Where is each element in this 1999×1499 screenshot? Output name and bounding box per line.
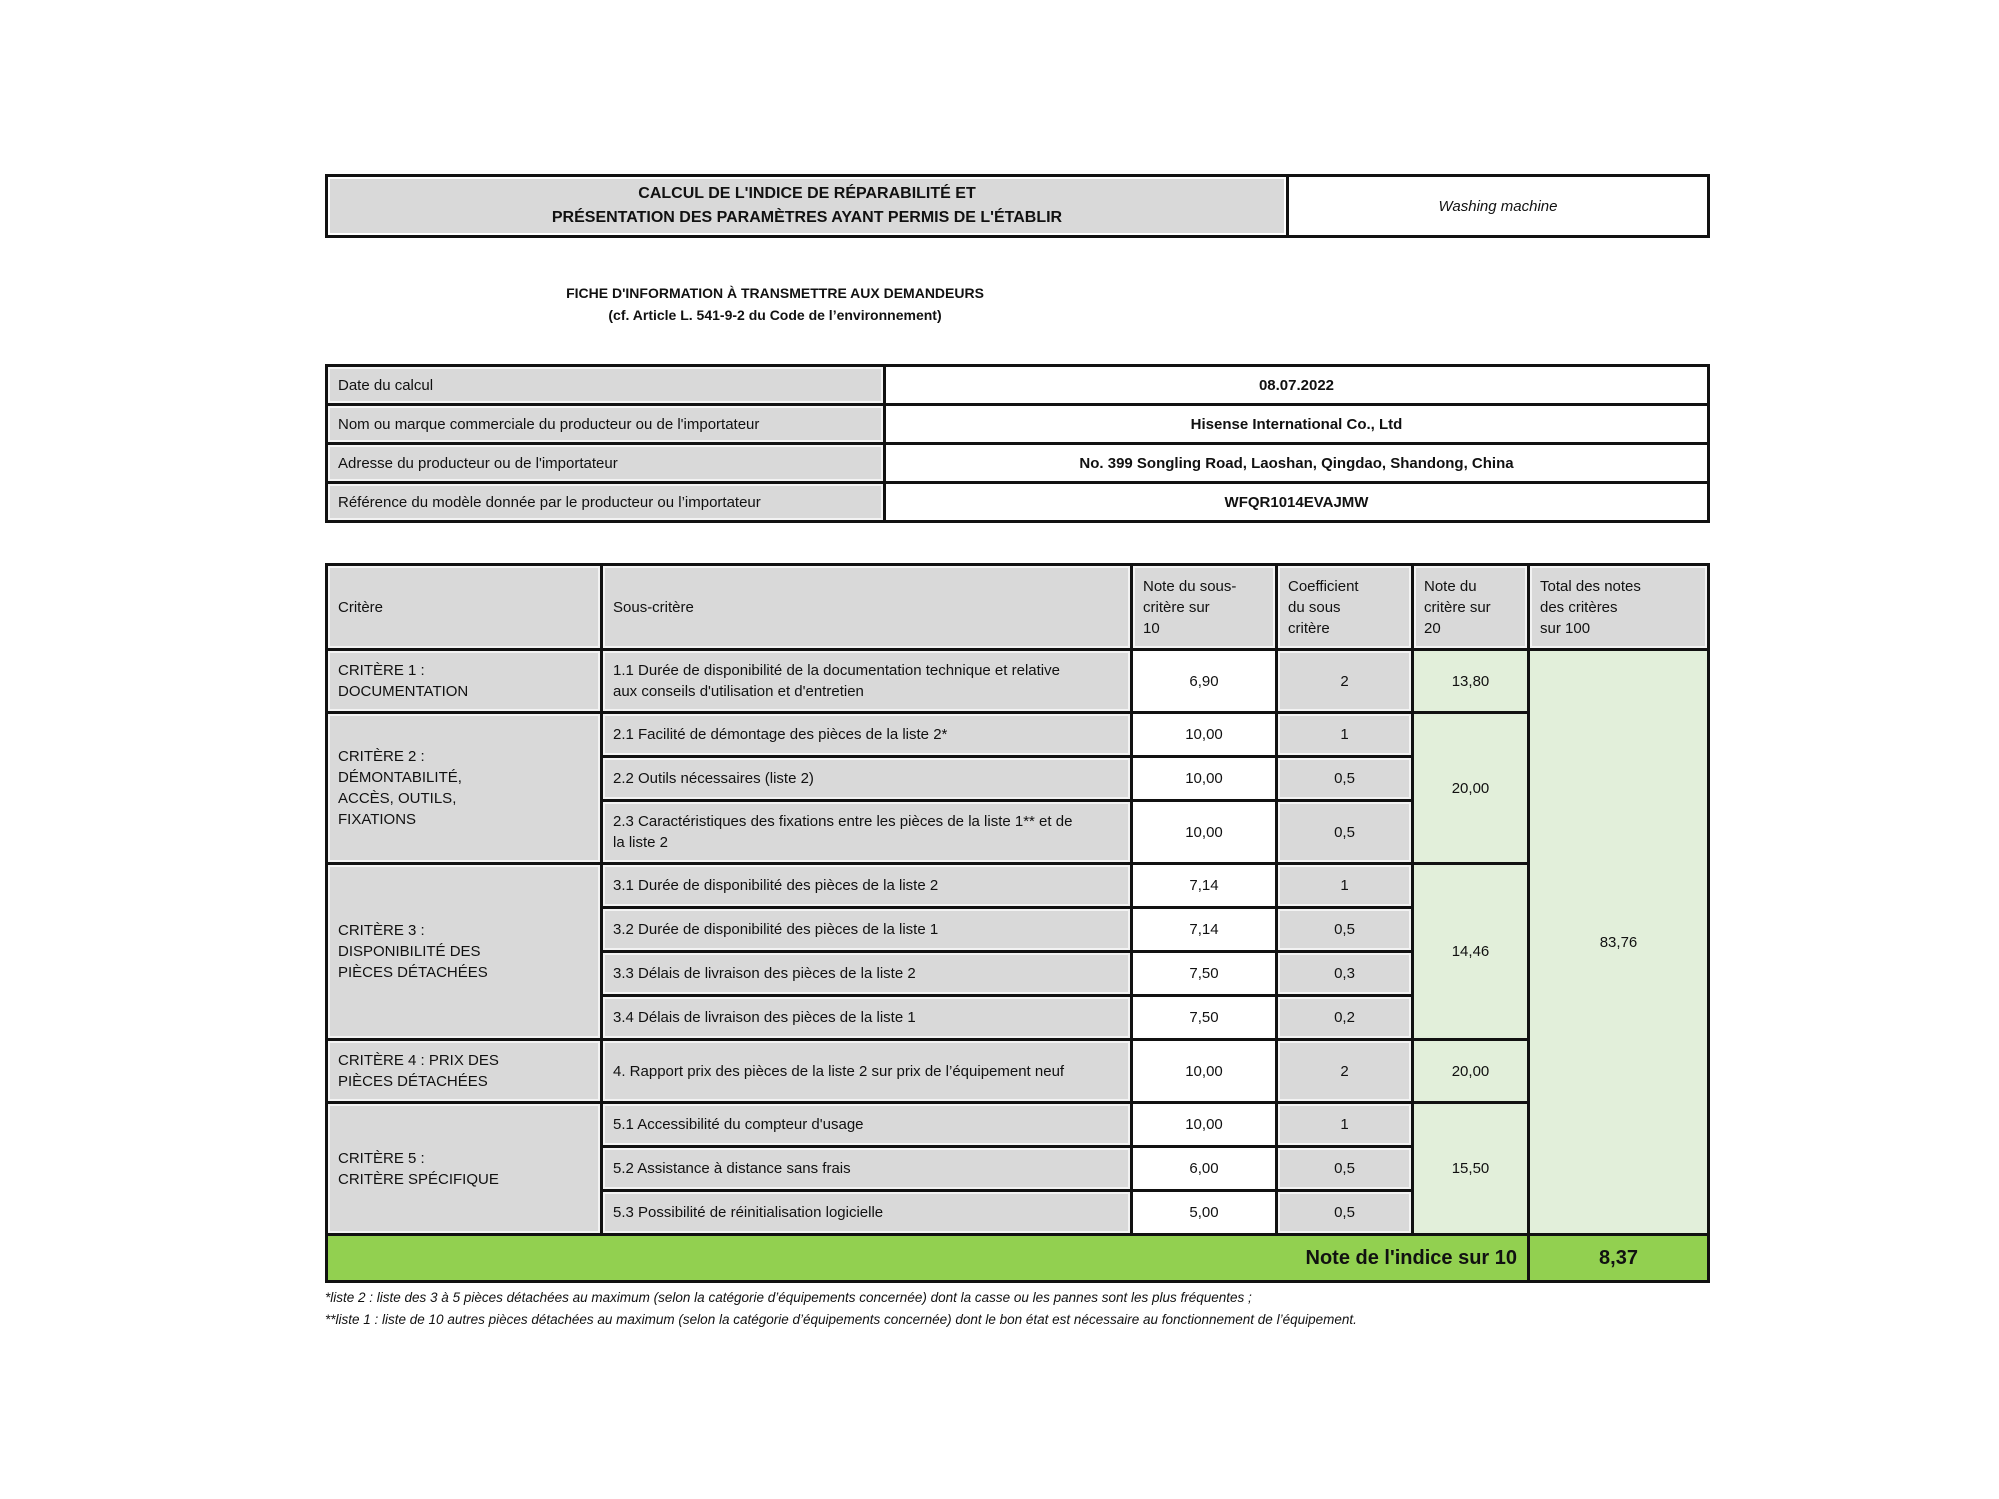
header-text: 10: [1143, 619, 1160, 637]
sub-criterion-text: la liste 2: [613, 834, 669, 851]
sub-criterion-coef: 0,5: [1277, 1191, 1413, 1235]
criterion-text: CRITÈRE 4 : PRIX DES: [338, 1052, 499, 1069]
info-label: Adresse du producteur ou de l'importateur: [327, 444, 885, 483]
criterion-text: PIÈCES DÉTACHÉES: [338, 1073, 488, 1090]
info-row-brand: [327, 405, 1709, 444]
header-text: critère sur: [1143, 598, 1210, 616]
repairability-sheet: [325, 174, 1710, 1331]
criterion-1-label: [327, 650, 602, 713]
criterion-text: DÉMONTABILITÉ,: [338, 769, 462, 786]
header-text: Total des notes: [1540, 577, 1641, 595]
title-line-1: CALCUL DE L'INDICE DE RÉPARABILITÉ ET: [638, 185, 976, 202]
criterion-text: PIÈCES DÉTACHÉES: [338, 964, 488, 981]
footnote-liste-2: *liste 2 : liste des 3 à 5 pièces détachées au maximum (selon la catégorie d’équipements concernée) dont la casse ou les pannes sont les plus fréquentes ;: [325, 1290, 1252, 1305]
header-coefficient: [1277, 565, 1413, 650]
sub-criterion-coef: 1: [1277, 1103, 1413, 1147]
table-row: [327, 650, 1709, 713]
sub-criterion-coef: 1: [1277, 864, 1413, 908]
sub-criterion-text: 2.3 Caractéristiques des fixations entre les pièces de la liste 1** et de: [613, 813, 1073, 830]
criterion-2-label: [327, 713, 602, 864]
criterion-5-label: [327, 1103, 602, 1235]
table-row: [327, 1040, 1709, 1103]
document-title: [328, 177, 1289, 235]
fiche-line-2: (cf. Article L. 541-9-2 du Code de l’environnement): [608, 307, 942, 323]
header-text: 20: [1424, 619, 1441, 637]
criterion-text: ACCÈS, OUTILS,: [338, 790, 457, 807]
document-header: [325, 174, 1710, 238]
fiche-heading: [325, 282, 1225, 326]
sub-criterion-note: 7,50: [1132, 952, 1277, 996]
sub-criterion-label: 3.1 Durée de disponibilité des pièces de la liste 2: [602, 864, 1132, 908]
sub-criterion-coef: 2: [1277, 650, 1413, 713]
sub-criterion-coef: 0,5: [1277, 908, 1413, 952]
header-total: [1529, 565, 1709, 650]
sub-criterion-label: 2.1 Facilité de démontage des pièces de la liste 2*: [602, 713, 1132, 757]
sub-criterion-coef: 0,5: [1277, 757, 1413, 801]
info-row-model: [327, 483, 1709, 522]
table-row: [327, 864, 1709, 908]
info-label: Nom ou marque commerciale du producteur ou de l'importateur: [327, 405, 885, 444]
footnote-liste-1: **liste 1 : liste de 10 autres pièces détachées au maximum (selon la catégorie d’équipements concernée) dont le bon état est nécessaire au fonctionnement de l’équipement.: [325, 1312, 1357, 1327]
criteria-table: [325, 563, 1710, 1283]
sub-criterion-label: 5.3 Possibilité de réinitialisation logicielle: [602, 1191, 1132, 1235]
sub-criterion-coef: 0,2: [1277, 996, 1413, 1040]
info-value-brand: Hisense International Co., Ltd: [885, 405, 1709, 444]
total-score-100: 83,76: [1529, 650, 1709, 1235]
criterion-3-score: 14,46: [1413, 864, 1529, 1040]
sub-criterion-coef: 0,5: [1277, 1147, 1413, 1191]
header-sous-critere: Sous-critère: [602, 565, 1132, 650]
sub-criterion-note: 6,00: [1132, 1147, 1277, 1191]
header-text: Coefficient: [1288, 577, 1359, 595]
header-text: Note du sous-: [1143, 577, 1237, 595]
final-score-row: [327, 1235, 1709, 1282]
sub-criterion-note: 5,00: [1132, 1191, 1277, 1235]
criterion-3-label: [327, 864, 602, 1040]
criterion-2-score: 20,00: [1413, 713, 1529, 864]
title-line-2: PRÉSENTATION DES PARAMÈTRES AYANT PERMIS DE L'ÉTABLIR: [551, 209, 1063, 226]
sub-criterion-label: [602, 650, 1132, 713]
sub-criterion-label: 4. Rapport prix des pièces de la liste 2 sur prix de l’équipement neuf: [602, 1040, 1132, 1103]
sub-criterion-coef: 2: [1277, 1040, 1413, 1103]
criterion-text: FIXATIONS: [338, 811, 417, 828]
final-score-label: Note de l'indice sur 10: [327, 1235, 1529, 1282]
final-score-value: 8,37: [1529, 1235, 1709, 1282]
table-header-row: [327, 565, 1709, 650]
footnotes: [325, 1287, 1710, 1331]
sub-criterion-note: 10,00: [1132, 713, 1277, 757]
sub-criterion-label: 5.2 Assistance à distance sans frais: [602, 1147, 1132, 1191]
sub-criterion-label: 2.2 Outils nécessaires (liste 2): [602, 757, 1132, 801]
criterion-5-score: 15,50: [1413, 1103, 1529, 1235]
info-value-date: 08.07.2022: [885, 366, 1709, 405]
criterion-text: CRITÈRE 5 :: [338, 1149, 425, 1167]
sub-criterion-label: 3.2 Durée de disponibilité des pièces de la liste 1: [602, 908, 1132, 952]
criterion-text: DISPONIBILITÉ DES: [338, 943, 481, 960]
header-text: Note du: [1424, 577, 1477, 595]
header-note-critere: [1413, 565, 1529, 650]
sub-criterion-note: 10,00: [1132, 1040, 1277, 1103]
sub-criterion-note: 7,14: [1132, 908, 1277, 952]
info-row-address: [327, 444, 1709, 483]
table-row: [327, 1103, 1709, 1147]
info-value-address: No. 399 Songling Road, Laoshan, Qingdao, Shandong, China: [885, 444, 1709, 483]
sub-criterion-note: 7,50: [1132, 996, 1277, 1040]
sub-criterion-note: 6,90: [1132, 650, 1277, 713]
info-value-model: WFQR1014EVAJMW: [885, 483, 1709, 522]
sub-criterion-note: 10,00: [1132, 1103, 1277, 1147]
product-type: Washing machine: [1438, 197, 1558, 215]
sub-criterion-note: 7,14: [1132, 864, 1277, 908]
sub-criterion-text: aux conseils d'utilisation et d'entretien: [613, 683, 864, 700]
criterion-text: CRITÈRE 1 :: [338, 662, 425, 679]
sub-criterion-note: 10,00: [1132, 757, 1277, 801]
sub-criterion-coef: 1: [1277, 713, 1413, 757]
sub-criterion-label: 3.4 Délais de livraison des pièces de la liste 1: [602, 996, 1132, 1040]
sub-criterion-coef: 0,5: [1277, 801, 1413, 864]
criterion-text: CRITÈRE 2 :: [338, 748, 425, 765]
header-note-sous-critere: [1132, 565, 1277, 650]
header-text: critère: [1288, 619, 1330, 637]
fiche-line-1: FICHE D'INFORMATION À TRANSMETTRE AUX DEMANDEURS: [566, 285, 984, 301]
header-text: des critères: [1540, 598, 1618, 616]
info-row-date: [327, 366, 1709, 405]
table-row: [327, 713, 1709, 757]
criterion-text: DOCUMENTATION: [338, 683, 469, 700]
info-label: Date du calcul: [327, 366, 885, 405]
criterion-text: CRITÈRE 3 :: [338, 922, 425, 939]
info-label: Référence du modèle donnée par le producteur ou l’importateur: [327, 483, 885, 522]
sub-criterion-text: 1.1 Durée de disponibilité de la documentation technique et relative: [613, 662, 1060, 679]
header-text: critère sur: [1424, 598, 1491, 616]
sub-criterion-label: 3.3 Délais de livraison des pièces de la liste 2: [602, 952, 1132, 996]
sub-criterion-coef: 0,3: [1277, 952, 1413, 996]
info-table: [325, 364, 1710, 523]
sub-criterion-label: [602, 801, 1132, 864]
sub-criterion-note: 10,00: [1132, 801, 1277, 864]
header-text: du sous: [1288, 598, 1341, 616]
header-text: sur 100: [1540, 619, 1591, 637]
header-critere: Critère: [327, 565, 602, 650]
criterion-4-label: [327, 1040, 602, 1103]
criterion-text: CRITÈRE SPÉCIFIQUE: [338, 1170, 499, 1188]
criterion-1-score: 13,80: [1413, 650, 1529, 713]
sub-criterion-label: 5.1 Accessibilité du compteur d'usage: [602, 1103, 1132, 1147]
criterion-4-score: 20,00: [1413, 1040, 1529, 1103]
